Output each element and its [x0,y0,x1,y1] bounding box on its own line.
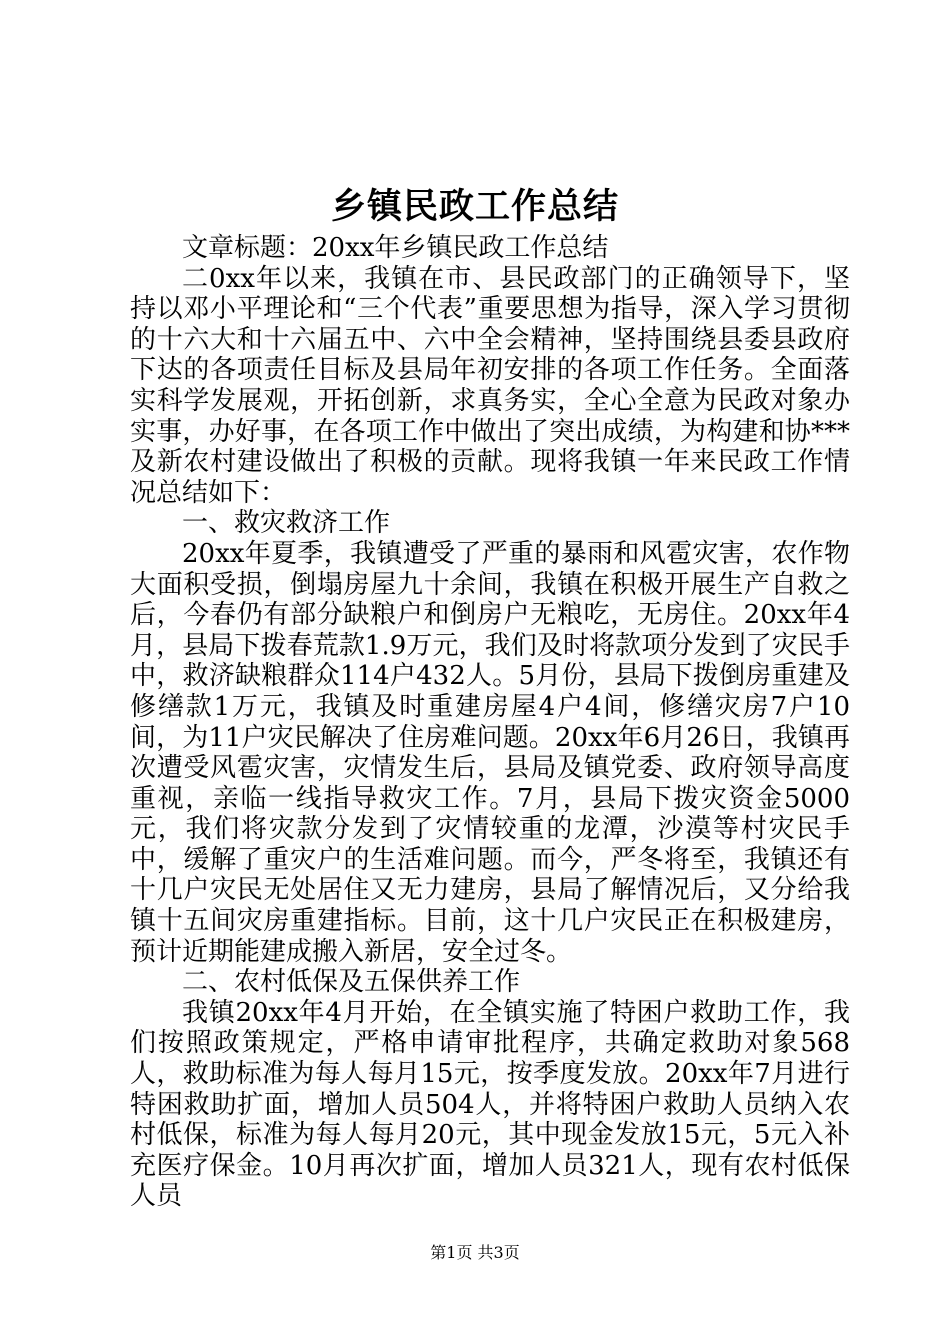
section-heading-minimum-living-security: 二、农村低保及五保供养工作 [182,967,521,998]
disaster-relief-paragraph: 20xx年夏季，我镇遭受了严重的暴雨和风雹灾害，农作物大面积受损，倒塌房屋九十余间，我镇在积极开展生产自救之后，今春仍有部分缺粮户和倒房户无粮吃，无房住。20xx年4月，县局下拨春荒款1.9万元，我们及时将款项分发到了灾民手中，救济缺粮群众114户432人。5月份，县局下拨倒房重建及修缮款1万元，我镇及时重建房屋4户4间，修缮灾房7户10间，为11户灾民解决了住房难问题。20xx年6月26日，我镇再次遭受风雹灾害，灾情发生后，县局及镇党委、政府领导高度重视，亲临一线指导救灾工作。7月，县局下拨灾资金5000元，我们将灾款分发到了灾情较重的龙潭，沙漠等村灾民手中，缓解了重灾户的生活难问题。而今，严冬将至，我镇还有十几户灾民无处居住又无力建房，县局了解情况后，又分给我镇十五间灾房重建指标。目前，这十几户灾民正在积极建房，预计近期能建成搬入新居，安全过冬。 [130,538,850,967]
article-title-line: 文章标题：20xx年乡镇民政工作总结 [182,233,609,263]
section-heading-disaster-relief: 一、救灾救济工作 [182,508,391,539]
intro-paragraph: 二0xx年以来，我镇在市、县民政部门的正确领导下，坚持以邓小平理论和“三个代表”重要思想为指导，深入学习贯彻的十六大和十六届五中、六中全会精神，坚持围绕县委县政府下达的各项责任目标及县局年初安排的各项工作任务。全面落实科学发展观，开拓创新，求真务实，全心全意为民政对象办实事，办好事，在各项工作中做出了突出成绩，为构建和协***及新农村建设做出了积极的贡献。现将我镇一年来民政工作情况总结如下： [130,263,850,508]
document-title: 乡镇民政工作总结 [330,187,619,227]
document-body [130,233,850,1212]
minimum-living-security-paragraph: 我镇20xx年4月开始，在全镇实施了特困户救助工作，我们按照政策规定，严格申请审批程序，共确定救助对象568人，救助标准为每人每月15元，按季度发放。20xx年7月进行特困救助扩面，增加人员504人，并将特困户救助人员纳入农村低保，标准为每人每月20元，其中现金发放15元，5元入补充医疗保金。10月再次扩面，增加人员321人，现有农村低保人员 [130,997,850,1212]
page-footer: 第1页 共3页 [430,1243,520,1262]
